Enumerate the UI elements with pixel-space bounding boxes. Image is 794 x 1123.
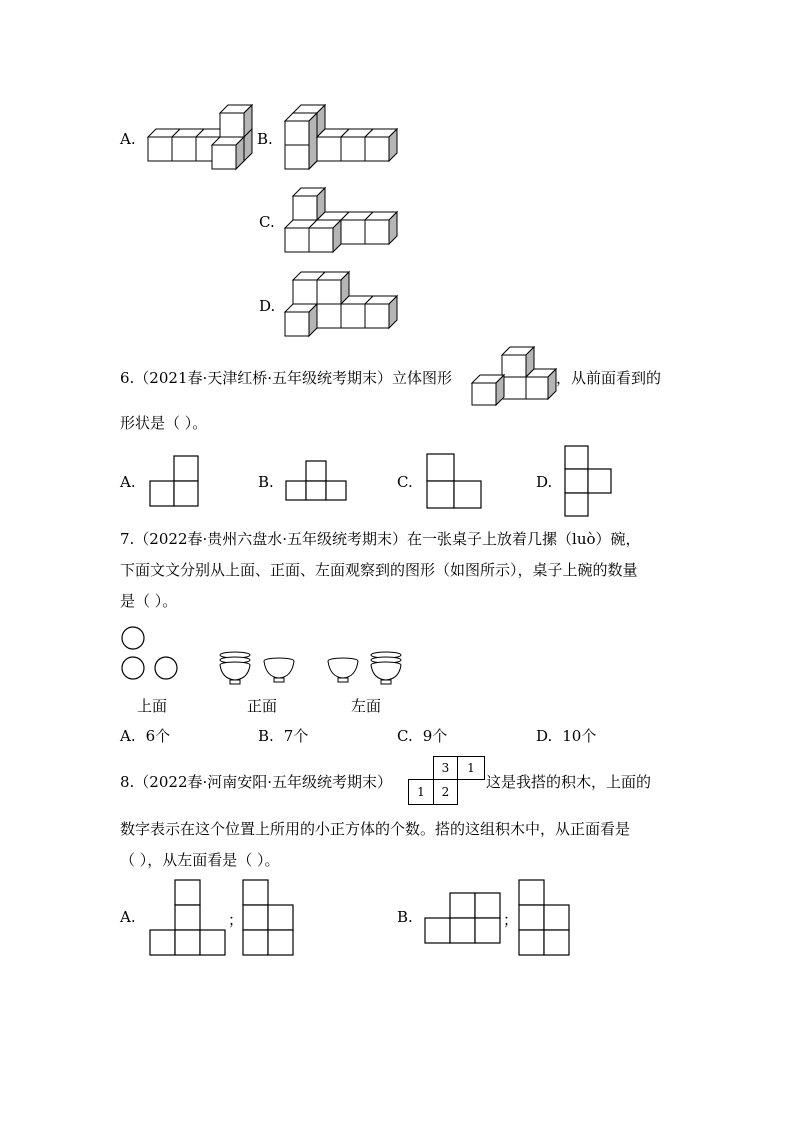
q7-stem-line1: 7.（2022春·贵州六盘水·五年级统考期末）在一张桌子上放着几摞（luò）碗，: [120, 530, 641, 548]
q5-option-a-label[interactable]: A.: [120, 130, 136, 148]
q7-view-front-label: 正面: [247, 697, 278, 715]
q7-choice-c-key: C.: [397, 727, 413, 745]
q6-option-c-label[interactable]: C.: [397, 473, 413, 491]
q7-stem-line3: 是（ ）。: [120, 592, 178, 610]
q7-stem-line2: 下面文文分别从上面、正面、左面观察到的图形（如图所示），桌子上碗的数量: [120, 561, 638, 579]
q8-option-a-separator: ；: [228, 911, 244, 929]
q7-choice-a-key: A.: [120, 727, 136, 745]
q6-option-a-label[interactable]: A.: [120, 473, 136, 491]
q7-view-left-label: 左面: [351, 697, 382, 715]
q6-stem-line1: 6.（2021春·天津红桥·五年级统考期末）立体图形: [120, 369, 453, 387]
q5-option-d-label[interactable]: D.: [259, 297, 276, 315]
q6-option-d-label[interactable]: D.: [536, 473, 553, 491]
q7-choice-a-text: 6个: [145, 727, 171, 745]
q7-choice-c-text: 9个: [422, 727, 448, 745]
q7-view-top-label: 上面: [137, 697, 168, 715]
q8-stem-line1: 8.（2022春·河南安阳·五年级统考期末）: [120, 773, 393, 791]
q6-stem-line1-tail: ，从前面看到的: [556, 369, 662, 387]
q8-stem-line1-tail: 这是我搭的积木，上面的: [486, 773, 652, 791]
q8-stem-line3: （ ），从左面看是（ ）。: [120, 851, 280, 869]
q6-option-b-label[interactable]: B.: [258, 473, 274, 491]
q8-grid-cell: 1: [457, 756, 485, 780]
q7-choice-d-key: D.: [536, 727, 553, 745]
q5-option-c-label[interactable]: C.: [259, 213, 275, 231]
q7-choice-d-text: 10个: [562, 727, 597, 745]
q6-stem-line2: 形状是（ ）。: [120, 414, 208, 432]
q8-option-b-separator: ；: [503, 911, 519, 929]
q7-choice-b-text: 7个: [283, 727, 309, 745]
q8-grid-cell: 3: [433, 756, 458, 780]
q8-option-b-label[interactable]: B.: [397, 908, 413, 926]
q8-grid-cell: 2: [433, 779, 458, 805]
q7-choice-b-key: B.: [258, 727, 274, 745]
q5-option-b-label[interactable]: B.: [257, 130, 273, 148]
q8-option-a-label[interactable]: A.: [120, 908, 136, 926]
q8-grid-cell: 1: [408, 779, 434, 805]
q8-stem-line2: 数字表示在这个位置上所用的小正方体的个数。搭的这组积木中，从正面看是: [120, 820, 631, 838]
